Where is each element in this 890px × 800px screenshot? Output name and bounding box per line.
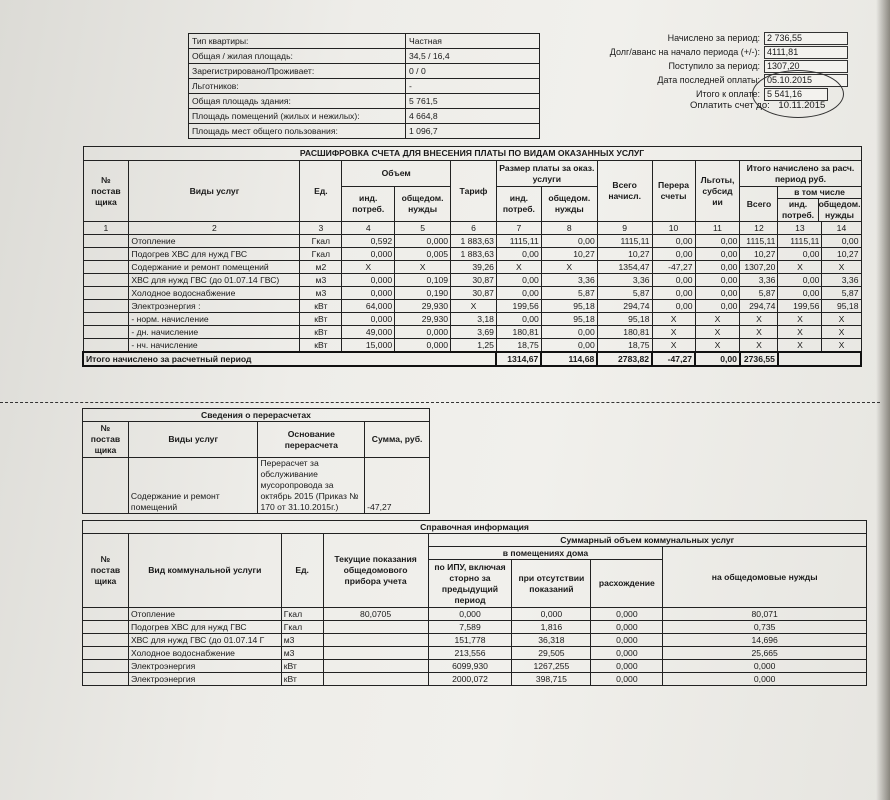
service-cell: X xyxy=(822,326,861,339)
reference-row xyxy=(83,608,867,621)
service-row xyxy=(83,274,861,287)
reference-cell: ХВС для нужд ГВС (до 01.07.14 Г xyxy=(128,634,281,647)
col-total: Всего начисл. xyxy=(597,161,652,222)
service-cell: X xyxy=(652,339,695,353)
service-cell: 0,00 xyxy=(695,261,740,274)
column-number: 10 xyxy=(652,222,695,235)
service-cell xyxy=(83,339,129,353)
reference-cell xyxy=(323,621,428,634)
grand-total-row xyxy=(83,352,861,366)
summary-label: Поступило за период: xyxy=(668,61,760,71)
service-cell: 39,26 xyxy=(451,261,497,274)
total-pay-ind: 1314,67 xyxy=(496,352,541,366)
service-cell: 10,27 xyxy=(541,248,597,261)
service-cell xyxy=(83,261,129,274)
service-cell: 0,000 xyxy=(395,326,451,339)
service-cell: 10,27 xyxy=(822,248,861,261)
reference-cell xyxy=(83,621,129,634)
reference-row xyxy=(83,673,867,686)
column-number: 3 xyxy=(300,222,342,235)
due-date-value: 10.11.2015 xyxy=(778,100,826,111)
total-recalc: -47,27 xyxy=(652,352,695,366)
column-number: 14 xyxy=(822,222,861,235)
service-cell: 0,000 xyxy=(395,235,451,248)
recalc-title: Сведения о перерасчетах xyxy=(83,409,430,422)
reference-cell xyxy=(323,634,428,647)
col-volume-common: общедом. нужды xyxy=(395,187,451,222)
info-label: Площадь мест общего пользования: xyxy=(189,124,406,139)
service-cell: 3,36 xyxy=(597,274,652,287)
info-value: 34,5 / 16,4 xyxy=(406,49,540,64)
reference-cell: 2000,072 xyxy=(428,673,512,686)
service-cell: 29,930 xyxy=(395,300,451,313)
service-cell: X xyxy=(778,339,822,353)
reference-cell: кВт xyxy=(281,673,323,686)
ref-col-rooms: в помещениях дома xyxy=(428,547,663,560)
info-value: - xyxy=(406,79,540,94)
reference-cell: 1,816 xyxy=(512,621,591,634)
reference-cell: 14,696 xyxy=(663,634,867,647)
summary-value: 2 736,55 xyxy=(764,32,848,45)
ref-col-diff: расхождение xyxy=(591,560,663,608)
info-label: Общая площадь здания: xyxy=(189,94,406,109)
service-cell: 0,00 xyxy=(652,300,695,313)
service-cell: 0,00 xyxy=(695,300,740,313)
reference-cell xyxy=(83,608,129,621)
reference-cell: 0,000 xyxy=(512,608,591,621)
reference-row xyxy=(83,621,867,634)
summary-value: 4111,81 xyxy=(764,46,848,59)
service-cell: 3,69 xyxy=(451,326,497,339)
reference-cell: Подогрев ХВС для нужд ГВС xyxy=(128,621,281,634)
column-number: 13 xyxy=(778,222,822,235)
service-cell: - дн. начисление xyxy=(129,326,300,339)
col-final-ind: инд. потреб. xyxy=(778,199,818,221)
column-number: 4 xyxy=(342,222,395,235)
reference-cell: 0,000 xyxy=(591,647,663,660)
service-cell: 5,87 xyxy=(541,287,597,300)
service-cell: 0,00 xyxy=(652,274,695,287)
ref-col-type: Вид коммунальной услуги xyxy=(128,534,281,608)
service-cell: 18,75 xyxy=(597,339,652,353)
service-cell: 10,27 xyxy=(740,248,778,261)
service-cell: 95,18 xyxy=(597,313,652,326)
service-cell: 1115,11 xyxy=(778,235,822,248)
service-cell: 1115,11 xyxy=(597,235,652,248)
service-cell: 0,109 xyxy=(395,274,451,287)
info-value: 0 / 0 xyxy=(406,64,540,79)
service-cell: - нч. начисление xyxy=(129,339,300,353)
info-row xyxy=(189,34,540,49)
service-cell: 15,000 xyxy=(342,339,395,353)
service-cell: 30,87 xyxy=(451,274,497,287)
service-cell: 3,36 xyxy=(822,274,861,287)
service-cell: Гкал xyxy=(300,248,342,261)
col-final-all: Всего xyxy=(740,187,778,222)
col-final-common: общедом. нужды xyxy=(818,199,861,220)
service-cell xyxy=(83,313,129,326)
paper-edge-shadow xyxy=(876,0,890,800)
reference-cell: 80,0705 xyxy=(323,608,428,621)
column-number: 2 xyxy=(129,222,300,235)
column-number: 8 xyxy=(541,222,597,235)
column-number: 12 xyxy=(740,222,778,235)
service-cell: ХВС для нужд ГВС (до 01.07.14 ГВС) xyxy=(129,274,300,287)
service-cell: 5,87 xyxy=(740,287,778,300)
info-row xyxy=(189,49,540,64)
apartment-info-table xyxy=(188,33,540,139)
service-cell: 10,27 xyxy=(597,248,652,261)
ref-col-ipu: по ИПУ, включая сторно за предыдущий период xyxy=(428,560,512,608)
reference-cell: 1267,255 xyxy=(512,660,591,673)
ref-col-common: на общедомовые нужды xyxy=(663,547,867,608)
service-cell: X xyxy=(695,326,740,339)
service-cell: X xyxy=(740,313,778,326)
service-cell: 0,00 xyxy=(695,235,740,248)
reference-cell: 0,735 xyxy=(663,621,867,634)
service-cell: 0,00 xyxy=(652,235,695,248)
service-cell: 0,000 xyxy=(342,313,395,326)
col-tariff: Тариф xyxy=(451,161,497,222)
service-row xyxy=(83,313,861,326)
ref-col-sum: Суммарный объем коммунальных услуг xyxy=(428,534,866,547)
info-value: 4 664,8 xyxy=(406,109,540,124)
reference-cell: 0,000 xyxy=(591,660,663,673)
reference-cell xyxy=(83,673,129,686)
summary-label: Начислено за период: xyxy=(667,33,760,43)
col-volume: Объем xyxy=(342,161,451,187)
recalc-service: Содержание и ремонт помещений xyxy=(128,458,258,514)
info-label: Льготников: xyxy=(189,79,406,94)
reference-cell: Отопление xyxy=(128,608,281,621)
service-cell: 5,87 xyxy=(822,287,861,300)
reference-cell xyxy=(323,673,428,686)
recalc-table xyxy=(82,408,430,514)
recalc-sum: -47,27 xyxy=(365,458,430,514)
service-cell: X xyxy=(740,339,778,353)
service-cell xyxy=(83,274,129,287)
service-cell: 1115,11 xyxy=(740,235,778,248)
service-cell: 0,00 xyxy=(778,274,822,287)
grand-total-label: Итого начислено за расчетный период xyxy=(83,352,496,366)
service-cell: 95,18 xyxy=(541,300,597,313)
column-number: 6 xyxy=(451,222,497,235)
col-final-incl: в том числе xyxy=(778,187,860,199)
summary-value: 5 541,16 xyxy=(764,88,828,101)
col-volume-ind: инд. потреб. xyxy=(342,187,395,222)
col-service-type: Виды услуг xyxy=(129,161,300,222)
service-cell: 3,18 xyxy=(451,313,497,326)
reference-cell xyxy=(323,647,428,660)
total-pay-common: 114,68 xyxy=(541,352,597,366)
service-cell: Содержание и ремонт помещений xyxy=(129,261,300,274)
reference-cell xyxy=(83,634,129,647)
reference-cell: Холодное водоснабжение xyxy=(128,647,281,660)
reference-title: Справочная информация xyxy=(83,521,867,534)
service-cell: Гкал xyxy=(300,235,342,248)
col-unit: Ед. xyxy=(300,161,342,222)
recalc-row xyxy=(83,458,430,514)
reference-cell: 80,071 xyxy=(663,608,867,621)
service-cell: 30,87 xyxy=(451,287,497,300)
service-cell: 180,81 xyxy=(597,326,652,339)
info-label: Площадь помещений (жилых и нежилых): xyxy=(189,109,406,124)
recalc-reason: Перерасчет за обслуживание мусоропровода за октябрь 2015 (Приказ № 170 от 31.10.2015г.) xyxy=(258,458,365,514)
service-cell: 0,00 xyxy=(496,313,541,326)
service-cell: 1 883,63 xyxy=(451,235,497,248)
service-cell: 0,00 xyxy=(778,248,822,261)
summary-label: Итого к оплате: xyxy=(696,89,760,99)
total-accrued: 2783,82 xyxy=(597,352,652,366)
service-cell: 199,56 xyxy=(496,300,541,313)
service-cell: 0,00 xyxy=(695,274,740,287)
due-date-label: Оплатить счет до: xyxy=(690,100,770,111)
service-cell: X xyxy=(395,261,451,274)
service-cell: 3,36 xyxy=(740,274,778,287)
service-cell: м2 xyxy=(300,261,342,274)
reference-row xyxy=(83,634,867,647)
service-cell: 0,00 xyxy=(822,235,861,248)
col-benefit: Льготы, субсид ии xyxy=(695,161,740,222)
service-cell: 199,56 xyxy=(778,300,822,313)
service-cell: 95,18 xyxy=(541,313,597,326)
service-cell: X xyxy=(342,261,395,274)
reference-cell xyxy=(83,647,129,660)
reference-cell: 0,000 xyxy=(591,621,663,634)
reference-cell: м3 xyxy=(281,647,323,660)
reference-row xyxy=(83,647,867,660)
service-cell: - норм. начисление xyxy=(129,313,300,326)
info-row xyxy=(189,124,540,139)
reference-cell: 0,000 xyxy=(663,660,867,673)
service-cell: X xyxy=(496,261,541,274)
service-cell xyxy=(83,248,129,261)
summary-label: Дата последней оплаты: xyxy=(657,75,760,85)
service-cell: 1115,11 xyxy=(496,235,541,248)
reference-cell: 36,318 xyxy=(512,634,591,647)
ref-col-num: № постав щика xyxy=(83,534,129,608)
reference-cell: 0,000 xyxy=(591,608,663,621)
service-cell: 0,00 xyxy=(652,287,695,300)
reference-cell: 0,000 xyxy=(591,673,663,686)
reference-cell: Электроэнергия xyxy=(128,660,281,673)
service-cell xyxy=(83,326,129,339)
col-payment-ind: инд. потреб. xyxy=(496,187,541,222)
service-row xyxy=(83,248,861,261)
service-cell: -47,27 xyxy=(652,261,695,274)
service-cell: X xyxy=(695,313,740,326)
reference-cell xyxy=(323,660,428,673)
col-payment: Размер платы за оказ. услуги xyxy=(496,161,597,187)
col-recalc: Перера счеты xyxy=(652,161,695,222)
reference-cell: 151,778 xyxy=(428,634,512,647)
service-cell: кВт xyxy=(300,300,342,313)
reference-cell: 213,556 xyxy=(428,647,512,660)
reference-cell: 7,589 xyxy=(428,621,512,634)
reference-cell: 0,000 xyxy=(591,634,663,647)
ref-col-nometer: при отсутствии показаний xyxy=(512,560,591,608)
col-supplier-num: № постав щика xyxy=(83,161,129,222)
service-cell: 64,000 xyxy=(342,300,395,313)
info-value: Частная xyxy=(406,34,540,49)
service-cell: 0,00 xyxy=(496,274,541,287)
service-cell: 0,190 xyxy=(395,287,451,300)
service-row xyxy=(83,261,861,274)
service-cell: кВт xyxy=(300,313,342,326)
info-row xyxy=(189,109,540,124)
reference-cell: Электроэнергия xyxy=(128,673,281,686)
service-cell: 0,000 xyxy=(342,287,395,300)
reference-cell: 6099,930 xyxy=(428,660,512,673)
service-cell: кВт xyxy=(300,326,342,339)
service-row xyxy=(83,339,861,353)
service-cell: X xyxy=(778,326,822,339)
service-cell: X xyxy=(822,261,861,274)
reference-cell xyxy=(83,660,129,673)
col-payment-common: общедом. нужды xyxy=(541,187,597,222)
service-cell: 49,000 xyxy=(342,326,395,339)
service-cell: X xyxy=(541,261,597,274)
service-cell xyxy=(83,287,129,300)
service-cell: 294,74 xyxy=(740,300,778,313)
ref-col-meter: Текущие показания общедомового прибора учета xyxy=(323,534,428,608)
service-cell: Холодное водоснабжение xyxy=(129,287,300,300)
reference-cell: 398,715 xyxy=(512,673,591,686)
summary-label: Долг/аванс на начало периода (+/-): xyxy=(609,47,760,57)
service-cell: 1354,47 xyxy=(597,261,652,274)
service-cell: X xyxy=(740,326,778,339)
service-cell: 0,00 xyxy=(496,248,541,261)
cut-line xyxy=(0,402,880,403)
service-cell: 0,00 xyxy=(652,248,695,261)
reference-cell: 25,665 xyxy=(663,647,867,660)
info-row xyxy=(189,94,540,109)
service-cell: Отопление xyxy=(129,235,300,248)
service-cell xyxy=(83,300,129,313)
service-cell: X xyxy=(451,300,497,313)
reference-cell: 29,505 xyxy=(512,647,591,660)
service-cell: X xyxy=(822,313,861,326)
due-date xyxy=(690,100,825,111)
service-cell: 1 883,63 xyxy=(451,248,497,261)
reference-cell: Гкал xyxy=(281,621,323,634)
service-row xyxy=(83,287,861,300)
reference-cell: м3 xyxy=(281,634,323,647)
service-cell: м3 xyxy=(300,274,342,287)
services-breakdown-table xyxy=(82,146,862,367)
service-cell: 0,000 xyxy=(395,339,451,353)
service-cell: X xyxy=(652,313,695,326)
service-cell: 0,000 xyxy=(342,274,395,287)
total-benefit: 0,00 xyxy=(695,352,740,366)
info-label: Тип квартиры: xyxy=(189,34,406,49)
service-cell: X xyxy=(695,339,740,353)
service-cell: 0,00 xyxy=(695,287,740,300)
service-row xyxy=(83,326,861,339)
recalc-col-reason: Основание перерасчета xyxy=(258,422,365,458)
recalc-col-type: Виды услуг xyxy=(128,422,258,458)
service-cell: 0,000 xyxy=(342,248,395,261)
service-cell: 0,00 xyxy=(541,235,597,248)
service-cell: м3 xyxy=(300,287,342,300)
service-cell: 5,87 xyxy=(597,287,652,300)
service-cell: 18,75 xyxy=(496,339,541,353)
recalc-col-num: № постав щика xyxy=(83,422,129,458)
recalc-col-sum: Сумма, руб. xyxy=(365,422,430,458)
service-cell: 0,00 xyxy=(541,339,597,353)
col-final: Итого начислено за расч. период руб. xyxy=(740,161,861,187)
reference-cell: 0,000 xyxy=(663,673,867,686)
service-cell: X xyxy=(822,339,861,353)
ref-col-unit: Ед. xyxy=(281,534,323,608)
service-row xyxy=(83,235,861,248)
service-cell: 0,00 xyxy=(496,287,541,300)
service-cell: 0,00 xyxy=(541,326,597,339)
info-label: Общая / жилая площадь: xyxy=(189,49,406,64)
summary-value: 05.10.2015 xyxy=(764,74,848,87)
reference-cell: кВт xyxy=(281,660,323,673)
service-cell: кВт xyxy=(300,339,342,353)
reference-cell: Гкал xyxy=(281,608,323,621)
info-value: 1 096,7 xyxy=(406,124,540,139)
column-number: 9 xyxy=(597,222,652,235)
info-label: Зарегистрировано/Проживает: xyxy=(189,64,406,79)
column-number: 5 xyxy=(395,222,451,235)
service-cell: 95,18 xyxy=(822,300,861,313)
info-row xyxy=(189,79,540,94)
reference-cell: 0,000 xyxy=(428,608,512,621)
service-cell: 0,00 xyxy=(778,287,822,300)
service-cell: X xyxy=(778,261,822,274)
service-cell: 0,00 xyxy=(695,248,740,261)
service-cell: 29,930 xyxy=(395,313,451,326)
service-cell: 3,36 xyxy=(541,274,597,287)
column-number: 7 xyxy=(496,222,541,235)
services-table-title: РАСШИФРОВКА СЧЕТА ДЛЯ ВНЕСЕНИЯ ПЛАТЫ ПО ВИДАМ ОКАЗАННЫХ УСЛУГ xyxy=(83,147,861,161)
service-cell xyxy=(83,235,129,248)
service-cell: 0,592 xyxy=(342,235,395,248)
column-number: 1 xyxy=(83,222,129,235)
summary-value: 1307,20 xyxy=(764,60,848,73)
service-cell: Электроэнергия : xyxy=(129,300,300,313)
info-row xyxy=(189,64,540,79)
reference-info-table xyxy=(82,520,867,686)
service-cell: Подогрев ХВС для нужд ГВС xyxy=(129,248,300,261)
service-cell: 180,81 xyxy=(496,326,541,339)
service-cell: X xyxy=(652,326,695,339)
service-cell: 1307,20 xyxy=(740,261,778,274)
reference-row xyxy=(83,660,867,673)
info-value: 5 761,5 xyxy=(406,94,540,109)
total-final: 2736,55 xyxy=(740,352,778,366)
service-cell: 0,005 xyxy=(395,248,451,261)
service-row xyxy=(83,300,861,313)
service-cell: 294,74 xyxy=(597,300,652,313)
service-cell: X xyxy=(778,313,822,326)
column-number: 11 xyxy=(695,222,740,235)
service-cell: 1,25 xyxy=(451,339,497,353)
